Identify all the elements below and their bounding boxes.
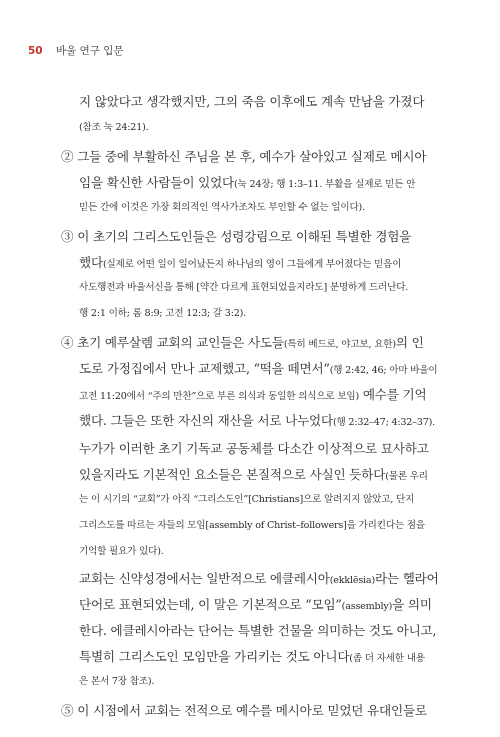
body-text-run: 을 의미 — [392, 597, 432, 612]
running-header — [28, 43, 124, 58]
text-line — [79, 384, 426, 403]
citation-text: (실제로 어떤 일이 일어났든지 하나님의 영이 그들에게 부어졌다는 믿음이 — [102, 259, 402, 270]
body-text-run: 임을 확신한 사람들이 있었다 — [79, 175, 234, 190]
citation-text: (눅 24장; 행 1:3–11. 부활을 실제로 믿든 안 — [234, 179, 416, 190]
text-line — [79, 568, 439, 587]
body-text-run: ③ 이 초기의 그리스도인들은 성령강림으로 이해된 특별한 경험을 — [61, 229, 412, 244]
text-line — [61, 146, 426, 165]
text-line — [79, 410, 435, 429]
citation-text: (참조 눅 24:21). — [79, 122, 149, 133]
body-text-run: 예수를 기억 — [359, 387, 427, 402]
text-line — [79, 620, 436, 639]
text-line — [79, 358, 437, 377]
text-line — [79, 118, 149, 133]
citation-text: (물론 우리 — [385, 471, 428, 482]
book-title: 바울 연구 입문 — [55, 45, 124, 57]
citation-text: (좀 더 자세한 내용 — [349, 653, 425, 664]
text-line — [61, 700, 427, 719]
body-text-run: ⑤ 이 시점에서 교회는 전적으로 예수를 메시아로 믿었던 유대인들로 — [61, 703, 427, 718]
text-line — [79, 646, 425, 665]
text-line — [79, 438, 429, 457]
body-text-run: 특별히 그리스도인 모임만을 가리키는 것도 아니다 — [79, 649, 350, 664]
citation-text: 행 2:1 이하; 롬 8:9; 고전 12:3; 갈 3:2). — [79, 308, 247, 319]
citation-text: 그리스도를 따르는 자들의 모임[assembly of Christ–followers]을 가리킨다는 점을 — [79, 520, 425, 531]
citation-text: 기억할 필요가 있다). — [79, 546, 164, 557]
body-text-run: 도로 가정집에서 만나 교제했고, “떡을 떼면서” — [79, 361, 330, 376]
text-line — [79, 304, 246, 319]
text-line — [61, 332, 424, 351]
text-line — [79, 278, 408, 293]
text-line — [79, 464, 428, 483]
citation-text: (assembly) — [341, 601, 393, 612]
text-line — [79, 172, 415, 191]
body-text-run: ② 그들 중에 부활하신 주님을 본 후, 예수가 살아있고 실제로 메시아 — [61, 149, 427, 164]
text-line — [61, 226, 411, 245]
body-text-run: 했다. 그들은 또한 자신의 재산을 서로 나누었다 — [79, 413, 333, 428]
body-text-run: 한다. 에클레시아라는 단어는 특별한 건물을 의미하는 것도 아니고, — [79, 623, 437, 638]
citation-text: (행 2:32–47; 4:32–37). — [332, 417, 435, 428]
citation-text: 믿든 간에 이것은 가장 회의적인 역사가조차도 부인할 수 없는 일이다). — [79, 202, 365, 213]
citation-text: 은 본서 7장 참조). — [79, 676, 155, 687]
body-text-run: 교회는 신약성경에서는 일반적으로 에클레시아 — [79, 571, 330, 586]
citation-text: 사도행전과 바울서신을 통해 [약간 다르게 표현되었을지라도] 분명하게 드러난다. — [79, 282, 409, 293]
text-line — [79, 672, 154, 687]
citation-text: (ekklēsia) — [329, 575, 375, 586]
body-text-run: 누가가 이러한 초기 기독교 공동체를 다소간 이상적으로 묘사하고 — [79, 441, 429, 456]
text-line — [79, 516, 425, 531]
body-text-run: ④ 초기 예루살렘 교회의 교인들은 사도들 — [61, 335, 284, 350]
citation-text: (행 2:42, 46; 아마 바울이 — [329, 365, 438, 376]
text-line — [79, 252, 401, 271]
body-text-run: 지 않았다고 생각했지만, 그의 죽음 이후에도 계속 만남을 가졌다 — [79, 94, 425, 109]
text-line — [79, 594, 432, 613]
text-line — [79, 91, 424, 110]
text-line — [79, 490, 414, 505]
citation-text: 고전 11:20에서 “주의 만찬”으로 부른 의식과 동일한 의식으로 보임) — [79, 391, 360, 402]
text-line — [79, 542, 164, 557]
body-text-run: 의 인 — [395, 335, 424, 350]
body-text-run: 라는 헬라어 — [374, 571, 439, 586]
body-text-run: 단어로 표현되었는데, 이 말은 기본적으로 “모임” — [79, 597, 342, 612]
citation-text: (특히 베드로, 야고보, 요한) — [283, 339, 396, 350]
text-line — [79, 198, 365, 213]
citation-text: 는 이 시기의 “교회”가 아직 “그리스도인”[Christians]으로 알려지지 않았고, 단지 — [79, 494, 415, 505]
body-text-run: 있을지라도 기본적인 요소들은 본질적으로 사실인 듯하다 — [79, 467, 386, 482]
body-text-run: 했다 — [79, 255, 103, 270]
page-number: 50 — [28, 45, 43, 57]
